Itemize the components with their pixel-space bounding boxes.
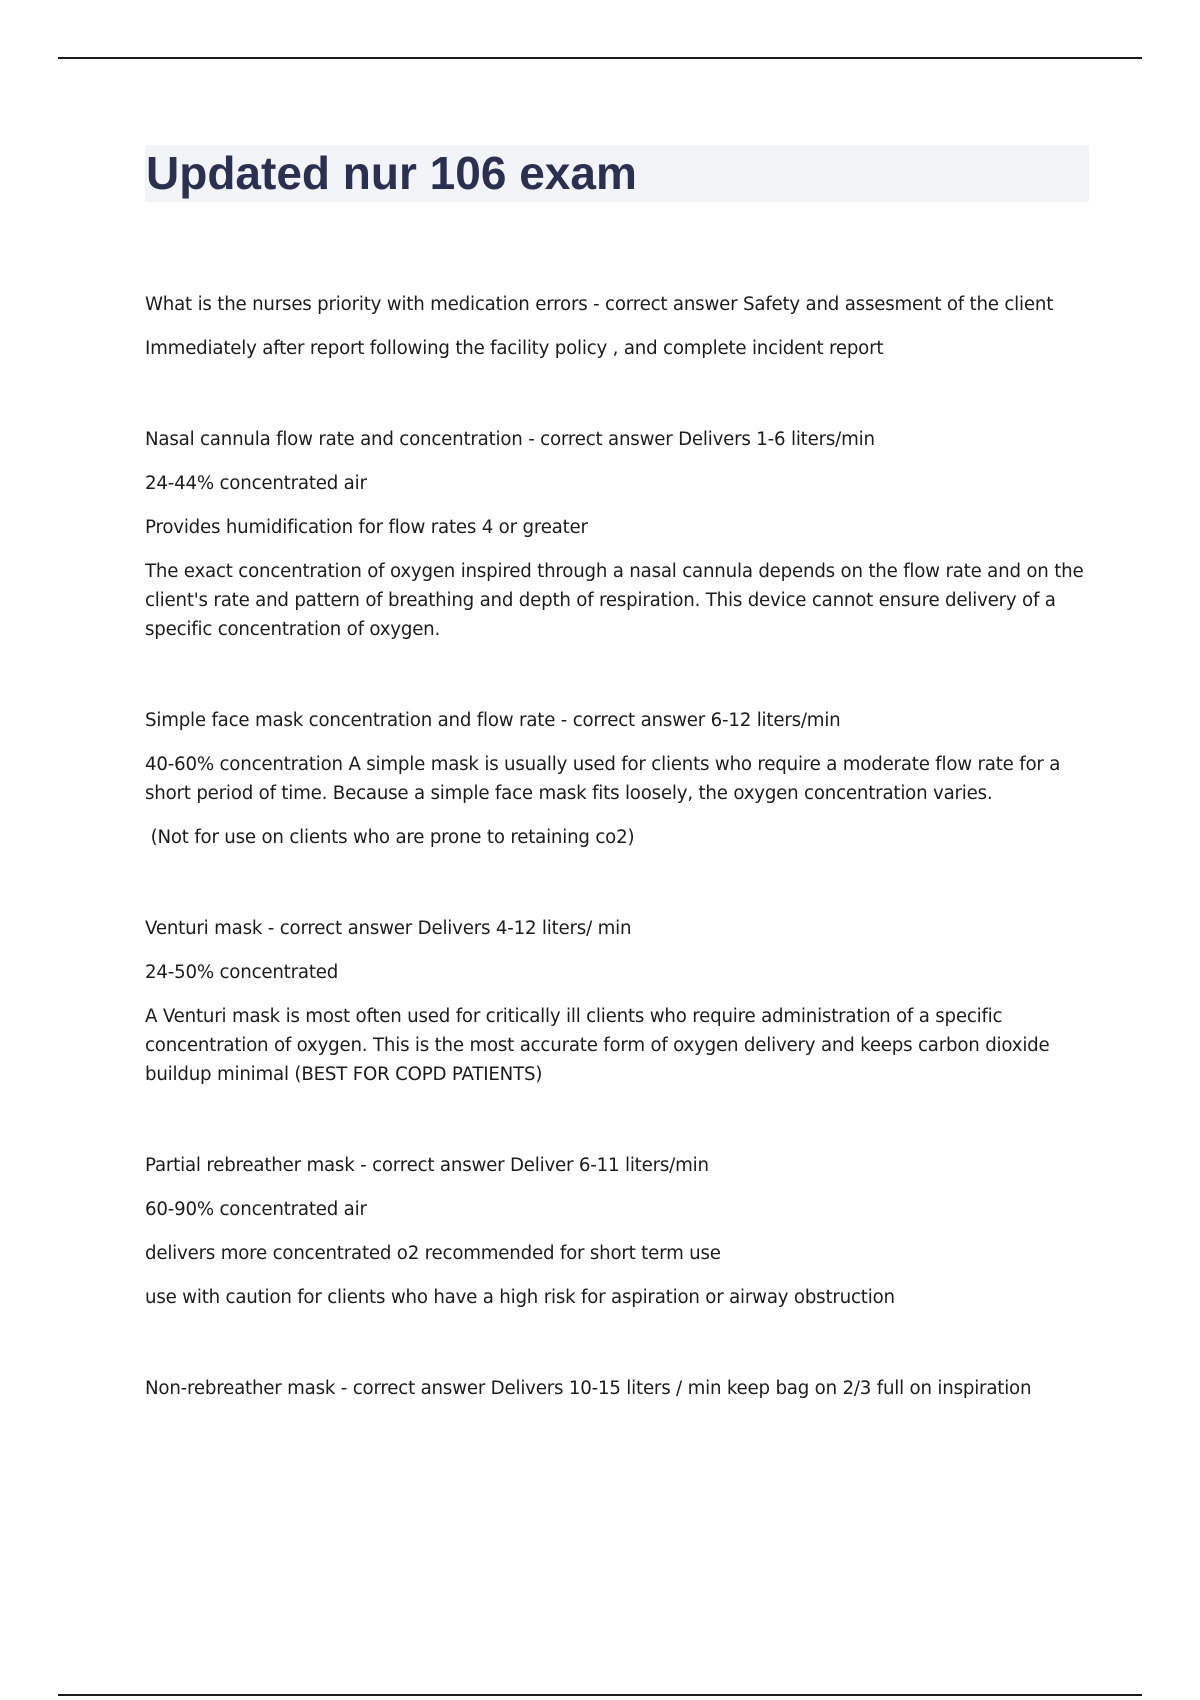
qa-block-medication-errors bbox=[145, 290, 1095, 363]
qa-line: Venturi mask - correct answer Delivers 4-12 liters/ min bbox=[145, 918, 632, 939]
document-body bbox=[145, 290, 1095, 1403]
qa-line: What is the nurses priority with medication errors - correct answer Safety and assesment of the client bbox=[145, 294, 1054, 315]
header-rule bbox=[58, 57, 1142, 59]
page-title: Updated nur 106 exam bbox=[146, 147, 637, 199]
qa-block-simple-face-mask bbox=[145, 706, 1095, 852]
qa-line: The exact concentration of oxygen inspired through a nasal cannula depends on the flow rate and on the client's rate and pattern of breathing and depth of respiration. This device cannot ensure delivery of a specific concentration of oxygen. bbox=[145, 561, 1084, 640]
qa-line: 24-50% concentrated bbox=[145, 962, 339, 983]
qa-line: Immediately after report following the facility policy , and complete incident report bbox=[145, 338, 884, 359]
qa-line: delivers more concentrated o2 recommended for short term use bbox=[145, 1243, 721, 1264]
qa-line: A Venturi mask is most often used for critically ill clients who require administration of a specific concentration of oxygen. This is the most accurate form of oxygen delivery and keeps carbon dioxide buildup minimal (BEST FOR COPD PATIENTS) bbox=[145, 1006, 1050, 1085]
qa-block-nasal-cannula bbox=[145, 425, 1095, 644]
qa-block-partial-rebreather bbox=[145, 1151, 1095, 1312]
footer-rule bbox=[58, 1694, 1142, 1696]
qa-line: use with caution for clients who have a high risk for aspiration or airway obstruction bbox=[145, 1287, 895, 1308]
qa-line: Simple face mask concentration and flow rate - correct answer 6-12 liters/min bbox=[145, 710, 841, 731]
qa-line: (Not for use on clients who are prone to retaining co2) bbox=[145, 827, 635, 848]
qa-line: 24-44% concentrated air bbox=[145, 473, 367, 494]
qa-line: Partial rebreather mask - correct answer Deliver 6-11 liters/min bbox=[145, 1155, 709, 1176]
qa-block-non-rebreather bbox=[145, 1374, 1095, 1403]
qa-line: Nasal cannula flow rate and concentration - correct answer Delivers 1-6 liters/min bbox=[145, 429, 875, 450]
qa-line: 40-60% concentration A simple mask is usually used for clients who require a moderate flow rate for a short period of time. Because a simple face mask fits loosely, the oxygen concentration varies. bbox=[145, 754, 1061, 804]
qa-line: 60-90% concentrated air bbox=[145, 1199, 367, 1220]
qa-block-venturi-mask bbox=[145, 914, 1095, 1089]
qa-line: Provides humidification for flow rates 4 or greater bbox=[145, 517, 588, 538]
qa-line: Non-rebreather mask - correct answer Delivers 10-15 liters / min keep bag on 2/3 full on inspiration bbox=[145, 1378, 1032, 1399]
